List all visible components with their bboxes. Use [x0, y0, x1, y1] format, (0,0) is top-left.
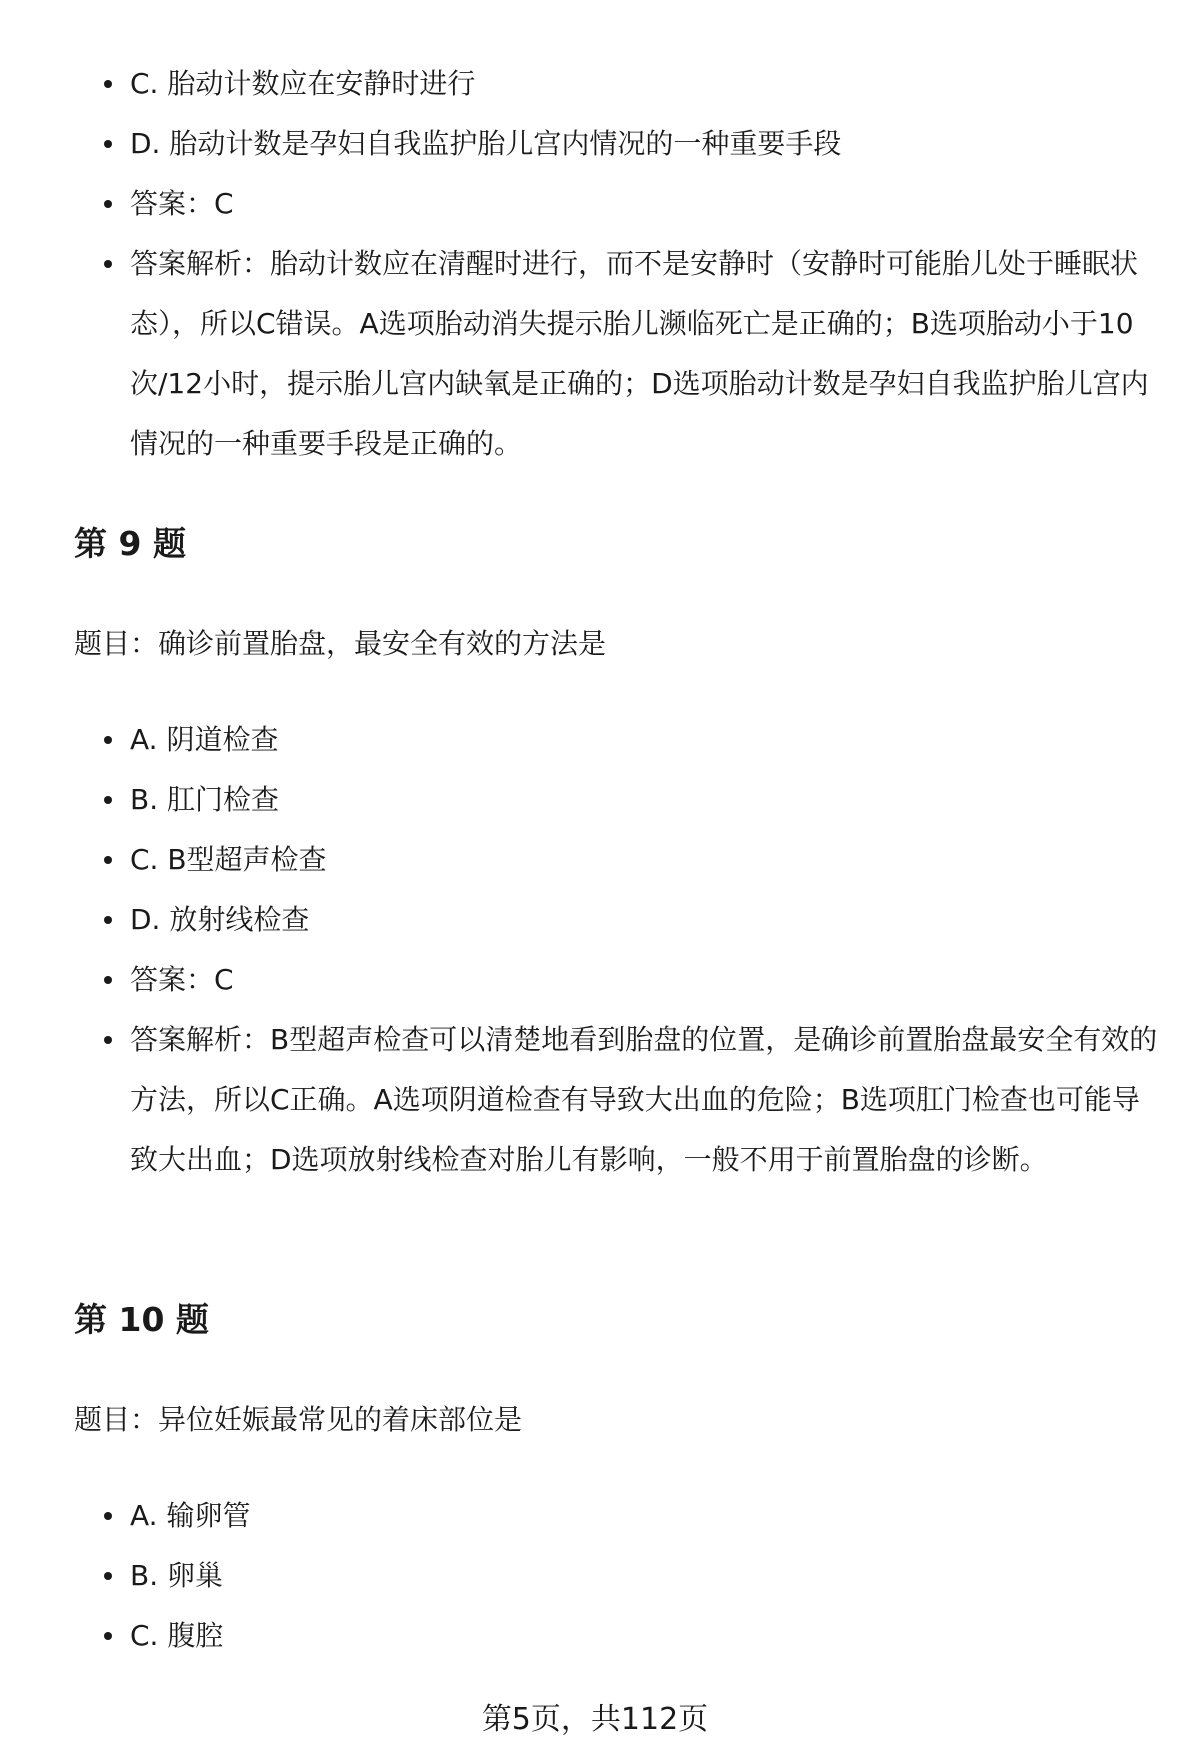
page-number-footer: 第5页，共112页 [481, 1702, 709, 1737]
q10-option-c: C. 腹腔 [0, 1606, 1190, 1666]
q10-option-a: A. 输卵管 [0, 1486, 1190, 1546]
q8-list [0, 54, 1190, 474]
q9-option-b: B. 肛门检查 [0, 770, 1190, 830]
q9-option-c: C. B型超声检查 [0, 830, 1190, 890]
q9-answer: 答案：C [0, 950, 1190, 1010]
q10-stem: 题目：异位妊娠最常见的着床部位是 [74, 1403, 523, 1436]
q10-option-b: B. 卵巢 [0, 1546, 1190, 1606]
q9-heading: 第 9 题 [74, 524, 186, 563]
q9-option-a: A. 阴道检查 [0, 710, 1190, 770]
q10-heading: 第 10 题 [74, 1300, 209, 1339]
q9-stem: 题目：确诊前置胎盘，最安全有效的方法是 [74, 627, 607, 660]
q10-list [0, 1486, 1190, 1666]
q8-option-c: C. 胎动计数应在安静时进行 [0, 54, 1190, 114]
q8-answer: 答案：C [0, 174, 1190, 234]
q9-option-d: D. 放射线检查 [0, 890, 1190, 950]
q8-option-d: D. 胎动计数是孕妇自我监护胎儿宫内情况的一种重要手段 [0, 114, 1190, 174]
q9-explanation: 答案解析：B型超声检查可以清楚地看到胎盘的位置，是确诊前置胎盘最安全有效的方法，所以C正确。A选项阴道检查有导致大出血的危险；B选项肛门检查也可能导致大出血；D选项放射线检查对胎儿有影响，一般不用于前置胎盘的诊断。 [0, 1010, 1190, 1190]
q8-explanation: 答案解析：胎动计数应在清醒时进行，而不是安静时（安静时可能胎儿处于睡眠状态），所以C错误。A选项胎动消失提示胎儿濒临死亡是正确的；B选项胎动小于10次/12小时，提示胎儿宫内缺氧是正确的；D选项胎动计数是孕妇自我监护胎儿宫内情况的一种重要手段是正确的。 [0, 234, 1190, 474]
q9-list [0, 710, 1190, 1190]
